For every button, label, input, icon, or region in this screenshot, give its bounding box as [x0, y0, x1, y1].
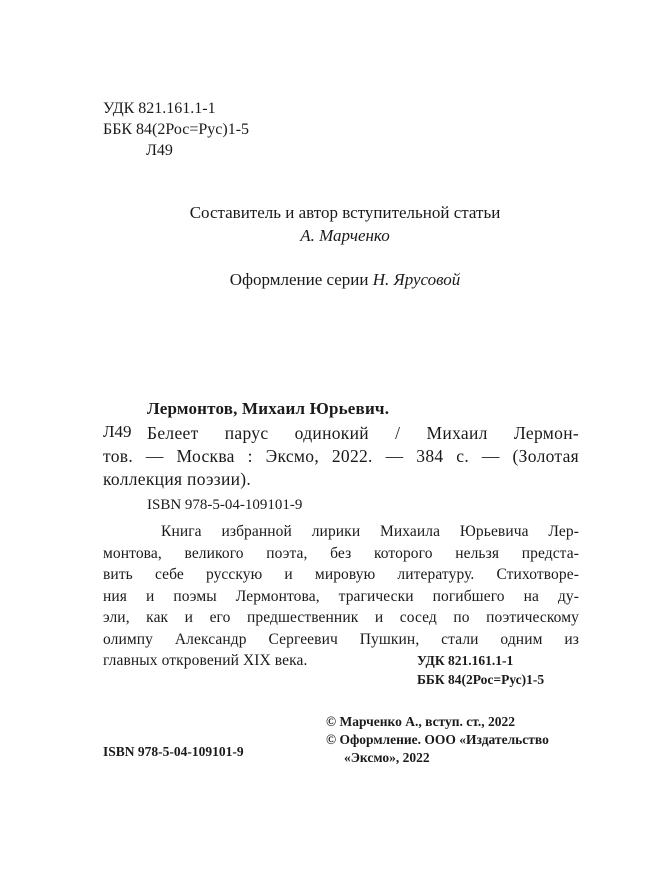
isbn-inline: ISBN 978-5-04-109101-9 — [147, 497, 303, 513]
classification-codes-bottom — [417, 651, 544, 689]
annotation-line: ния и поэмы Лермонтова, трагически погибшего на ду- — [103, 587, 579, 605]
compiler-role: Составитель и автор вступительной статьи — [189, 203, 501, 222]
udk-code-bold: УДК 821.161.1-1 — [417, 653, 514, 668]
isbn-bottom: ISBN 978-5-04-109101-9 — [103, 744, 244, 759]
annotation-line: олимпу Александр Сергеевич Пушкин, стали одним из — [103, 630, 579, 648]
copyright-block — [326, 713, 549, 767]
classification-codes-top — [103, 98, 249, 161]
annotation-line: главных откровений XIX века. — [103, 652, 308, 669]
bibliographic-author: Лермонтов, Михаил Юрьевич. — [147, 399, 390, 418]
compiler-credit — [0, 201, 650, 247]
compiler-name: А. Марченко — [300, 226, 390, 245]
annotation-line: монтова, великого поэта, без которого нельзя предста- — [103, 544, 579, 562]
bbk-code-bold: ББК 84(2Рос=Рус)1-5 — [417, 672, 545, 687]
design-credit — [0, 268, 650, 291]
annotation — [103, 521, 579, 672]
udk-code: УДК 821.161.1-1 — [103, 100, 216, 117]
bib-line: коллекция поэзии). — [103, 469, 252, 489]
copyright-line: «Эксмо», 2022 — [344, 750, 430, 765]
bib-line: тов. — Москва : Эксмо, 2022. — 384 с. — (Золотая — [103, 446, 579, 466]
annotation-line: вить себе русскую и мировую литературу. Стихотворе- — [103, 566, 579, 583]
annotation-line: Книга избранной лирики Михаила Юрьевича Лер- — [161, 523, 579, 540]
author-mark: Л49 — [146, 142, 173, 159]
bibliographic-description — [103, 422, 579, 491]
design-name: Н. Ярусовой — [372, 270, 461, 289]
bib-line: Белеет парус одинокий / Михаил Лермон- — [147, 423, 579, 443]
copyright-line: © Оформление. ООО «Издательство — [326, 732, 549, 747]
bibliographic-code: Л49 — [103, 422, 132, 441]
annotation-line: эли, как и его предшественник и сосед по поэтическому — [103, 609, 579, 626]
copyright-line: © Марченко А., вступ. ст., 2022 — [326, 714, 516, 729]
design-role: Оформление серии — [229, 270, 369, 289]
bbk-code: ББК 84(2Рос=Рус)1-5 — [103, 121, 250, 138]
